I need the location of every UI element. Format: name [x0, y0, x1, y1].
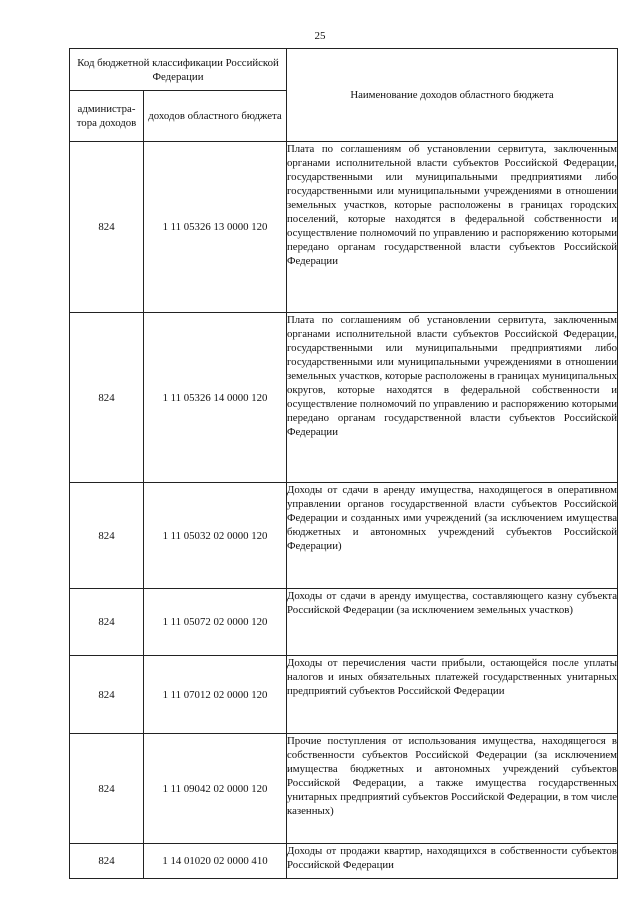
administrator-code-cell: 824: [70, 589, 144, 656]
header-classification-code: Код бюджетной классификации Российской Федерации: [70, 49, 287, 91]
administrator-code-cell: 824: [70, 142, 144, 313]
table-row: [70, 313, 618, 483]
revenue-code-cell: 1 11 05032 02 0000 120: [144, 483, 287, 589]
revenue-name-cell: Доходы от сдачи в аренду имущества, составляющего казну субъекта Российской Федерации (за исключением земельных участков): [287, 589, 618, 656]
administrator-code-cell: 824: [70, 483, 144, 589]
table-row: [70, 589, 618, 656]
table-row: [70, 142, 618, 313]
table-header: [70, 49, 618, 142]
revenue-code-cell: 1 11 07012 02 0000 120: [144, 656, 287, 734]
revenue-code-cell: 1 11 05326 14 0000 120: [144, 313, 287, 483]
header-administrator: администра-тора доходов: [70, 91, 144, 142]
administrator-code-cell: 824: [70, 656, 144, 734]
revenue-name-cell: Плата по соглашениям об установлении сервитута, заключенным органами исполнительной власти субъектов Российской Федерации, государственными или муниципальными предприятиями либо государственными или муниципальными учреждениями в отношении земельных участков, которые расположены в границах муниципальных округов, которые находятся в федеральной собственности и осуществление полномочий по управлению и распоряжению которыми передано органам государственной власти субъектов Российской Федерации: [287, 313, 618, 483]
administrator-code-cell: 824: [70, 734, 144, 844]
revenue-name-cell: Плата по соглашениям об установлении сервитута, заключенным органами исполнительной власти субъектов Российской Федерации, государственными или муниципальными предприятиями либо государственными или муниципальными учреждениями в отношении земельных участков, которые расположены в границах городских поселений, которые находятся в федеральной собственности и осуществление полномочий по управлению и распоряжению которыми передано органам государственной власти субъектов Российской Федерации: [287, 142, 618, 313]
table-row: [70, 483, 618, 589]
page-number: 25: [314, 30, 326, 42]
revenue-code-cell: 1 14 01020 02 0000 410: [144, 844, 287, 879]
revenue-code-cell: 1 11 09042 02 0000 120: [144, 734, 287, 844]
revenue-name-cell: Доходы от продажи квартир, находящихся в собственности субъектов Российской Федерации: [287, 844, 618, 879]
administrator-code-cell: 824: [70, 844, 144, 879]
budget-table: [69, 48, 618, 879]
header-revenue-name: Наименование доходов областного бюджета: [287, 49, 618, 142]
table-row: [70, 656, 618, 734]
table-row: [70, 844, 618, 879]
revenue-name-cell: Доходы от перечисления части прибыли, остающейся после уплаты налогов и иных обязательных платежей государственных унитарных предприятий субъектов Российской Федерации: [287, 656, 618, 734]
revenue-code-cell: 1 11 05072 02 0000 120: [144, 589, 287, 656]
administrator-code-cell: 824: [70, 313, 144, 483]
header-revenue-code: доходов областного бюджета: [144, 91, 287, 142]
revenue-name-cell: Прочие поступления от использования имущества, находящегося в собственности субъектов Российской Федерации (за исключением имущества бюджетных и автономных учреждений субъектов Российской Федерации, а также имущества государственных унитарных предприятий субъектов Российской Федерации, в том числе казенных): [287, 734, 618, 844]
revenue-code-cell: 1 11 05326 13 0000 120: [144, 142, 287, 313]
revenue-name-cell: Доходы от сдачи в аренду имущества, находящегося в оперативном управлении органов государственной власти субъектов Российской Федерации и созданных ими учреждений (за исключением имущества бюджетных и автономных учреждений субъектов Российской Федерации): [287, 483, 618, 589]
table-row: [70, 734, 618, 844]
